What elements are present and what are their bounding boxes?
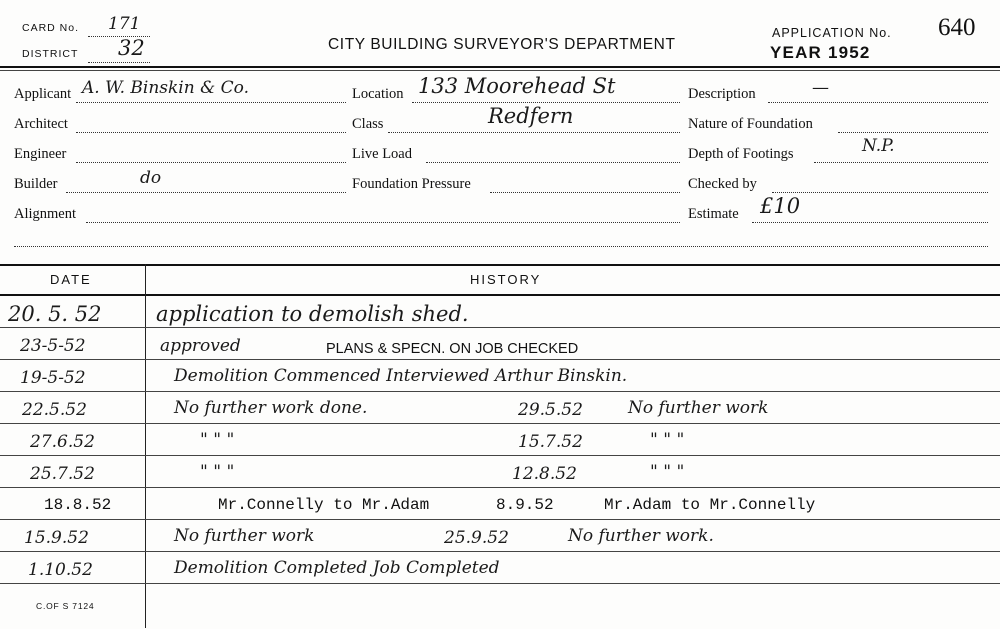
form-code: C.OF S 7124 xyxy=(36,601,95,611)
description-label: Description xyxy=(688,86,756,102)
department-title: CITY BUILDING SURVEYOR'S DEPARTMENT xyxy=(328,36,676,53)
year-label: YEAR 1952 xyxy=(770,43,871,62)
nature-of-foundation-label: Nature of Foundation xyxy=(688,116,813,132)
row-9-history: Demolition Completed Job Completed xyxy=(174,558,500,578)
row-2-date: 23-5-52 xyxy=(20,336,86,356)
estimate-underline xyxy=(752,222,988,223)
checked-by-underline xyxy=(772,192,988,193)
row-2-typed-note: PLANS & SPECN. ON JOB CHECKED xyxy=(326,341,579,357)
row-rule xyxy=(0,519,1000,520)
row-7-history-2: Mr.Adam to Mr.Connelly xyxy=(604,496,816,514)
architect-label: Architect xyxy=(14,116,68,132)
row-rule xyxy=(0,455,1000,456)
application-no-value: 640 xyxy=(938,14,976,41)
builder-value: do xyxy=(140,168,162,188)
alignment-underline xyxy=(86,222,680,223)
row-3-date: 19-5-52 xyxy=(20,368,86,388)
district-underline xyxy=(88,62,150,63)
live-load-label: Live Load xyxy=(352,146,412,162)
estimate-value: £10 xyxy=(760,194,801,218)
class-underline xyxy=(388,132,680,133)
row-8-history-2: No further work. xyxy=(568,526,714,546)
description-underline xyxy=(768,102,988,103)
row-7-date: 18.8.52 xyxy=(44,496,112,514)
row-6-date-2: 12.8.52 xyxy=(512,464,577,484)
description-value: — xyxy=(812,78,829,98)
depth-of-footings-label: Depth of Footings xyxy=(688,146,794,162)
location-value-line2: Redfern xyxy=(488,104,574,128)
depth-underline xyxy=(814,162,988,163)
row-5-history-2: " " " xyxy=(650,430,685,450)
district-value: 32 xyxy=(118,36,145,60)
table-header-rule xyxy=(0,294,1000,296)
row-4-date-2: 29.5.52 xyxy=(518,400,583,420)
row-1-date: 20. 5. 52 xyxy=(8,302,102,326)
row-rule xyxy=(0,551,1000,552)
card-no-value: 171 xyxy=(108,14,141,34)
row-7-history: Mr.Connelly to Mr.Adam xyxy=(218,496,430,514)
row-8-date-2: 25.9.52 xyxy=(444,528,509,548)
row-rule xyxy=(0,327,1000,328)
foundation-pressure-underline xyxy=(490,192,680,193)
row-5-history: " " " xyxy=(200,430,235,450)
row-4-history: No further work done. xyxy=(174,398,368,418)
applicant-underline xyxy=(76,102,346,103)
row-rule xyxy=(0,583,1000,584)
row-4-date: 22.5.52 xyxy=(22,400,87,420)
row-9-date: 1.10.52 xyxy=(28,560,93,580)
table-top-rule xyxy=(0,264,1000,266)
date-column-header: DATE xyxy=(50,272,92,287)
card-no-label: CARD No. xyxy=(22,22,80,34)
row-rule xyxy=(0,391,1000,392)
engineer-label: Engineer xyxy=(14,146,67,162)
builder-underline xyxy=(66,192,346,193)
row-rule xyxy=(0,423,1000,424)
engineer-underline xyxy=(76,162,346,163)
row-4-history-2: No further work xyxy=(628,398,769,418)
row-rule xyxy=(0,359,1000,360)
checked-by-label: Checked by xyxy=(688,176,757,192)
row-6-history-2: " " " xyxy=(650,462,685,482)
location-value-line1: 133 Moorehead St xyxy=(418,74,616,98)
applicant-value: A. W. Binskin & Co. xyxy=(82,78,249,98)
row-7-date-2: 8.9.52 xyxy=(496,496,554,514)
row-rule xyxy=(0,487,1000,488)
row-6-history: " " " xyxy=(200,462,235,482)
architect-underline xyxy=(76,132,346,133)
row-6-date: 25.7.52 xyxy=(30,464,95,484)
row-8-history: No further work xyxy=(174,526,315,546)
column-divider xyxy=(145,264,146,628)
depth-value: N.P. xyxy=(862,136,895,156)
application-no-label: APPLICATION No. xyxy=(772,26,892,40)
row-5-date-2: 15.7.52 xyxy=(518,432,583,452)
row-2-history: approved xyxy=(160,336,241,356)
row-5-date: 27.6.52 xyxy=(30,432,95,452)
builder-label: Builder xyxy=(14,176,58,192)
foundation-pressure-label: Foundation Pressure xyxy=(352,176,471,192)
alignment-label: Alignment xyxy=(14,206,77,222)
header-rule-inner xyxy=(0,70,1000,71)
row-8-date: 15.9.52 xyxy=(24,528,89,548)
location-underline xyxy=(412,102,680,103)
estimate-label: Estimate xyxy=(688,206,739,222)
live-load-underline xyxy=(426,162,680,163)
nature-underline xyxy=(838,132,988,133)
row-1-history: application to demolish shed. xyxy=(156,302,469,326)
class-label: Class xyxy=(352,116,384,132)
blank-underline xyxy=(14,246,988,247)
history-column-header: HISTORY xyxy=(470,272,542,287)
location-label: Location xyxy=(352,86,404,102)
district-label: DISTRICT xyxy=(22,48,79,60)
row-3-history: Demolition Commenced Interviewed Arthur Binskin. xyxy=(174,366,628,386)
header-rule xyxy=(0,66,1000,68)
applicant-label: Applicant xyxy=(14,86,72,102)
